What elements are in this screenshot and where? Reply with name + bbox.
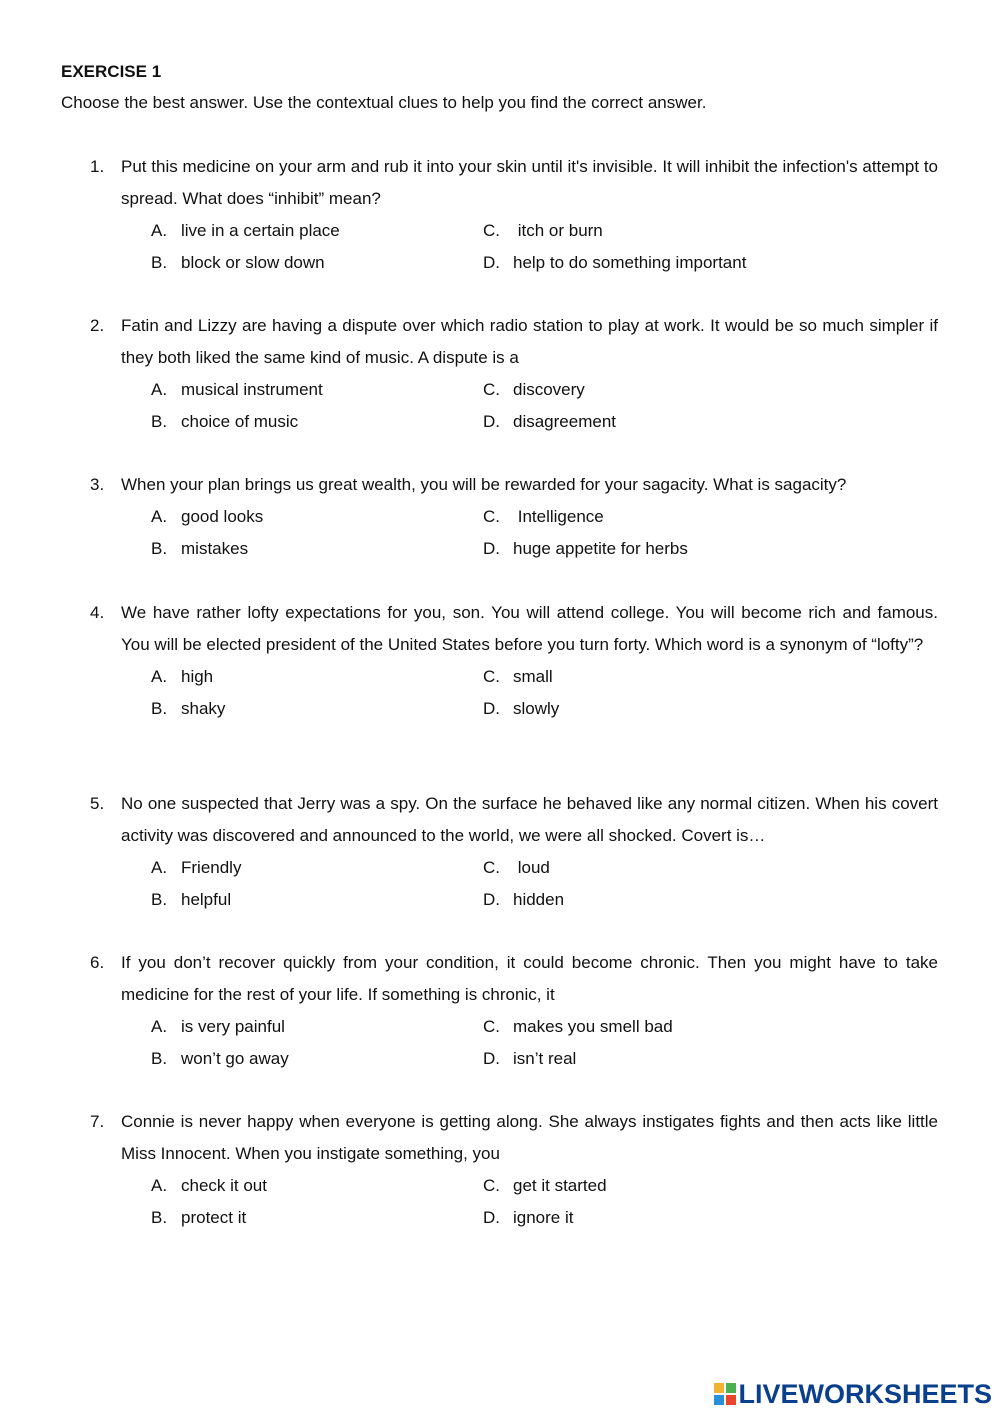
answer-options (90, 501, 938, 565)
option-text: good looks (181, 507, 264, 526)
option-letter: B. (151, 1208, 168, 1227)
question-1 (90, 151, 938, 279)
option-letter: B. (151, 890, 168, 909)
option-text: Intelligence (513, 507, 604, 526)
option-d[interactable] (483, 884, 564, 916)
option-text: Friendly (181, 858, 242, 877)
option-a[interactable] (151, 501, 263, 533)
option-text: disagreement (513, 412, 617, 431)
option-a[interactable] (151, 215, 340, 247)
option-letter: B. (151, 412, 168, 431)
option-c[interactable] (483, 852, 550, 884)
option-letter: A. (151, 667, 168, 686)
answer-options (90, 1170, 938, 1234)
option-text: check it out (181, 1176, 267, 1195)
question-number: 2. (90, 316, 105, 335)
option-c[interactable] (483, 1011, 673, 1043)
option-letter: C. (483, 507, 500, 526)
question-text: No one suspected that Jerry was a spy. On the surface he behaved like any normal citizen. When his covert activity was discovered and announced to the world, we were all shocked. Covert is… (121, 794, 938, 845)
option-letter: D. (483, 412, 500, 431)
question-7 (90, 1106, 938, 1234)
option-d[interactable] (483, 247, 746, 279)
option-c[interactable] (483, 661, 553, 693)
question-4 (90, 597, 938, 725)
option-c[interactable] (483, 501, 604, 533)
option-letter: C. (483, 667, 500, 686)
option-text: live in a certain place (181, 221, 340, 240)
answer-options (90, 852, 938, 916)
question-3 (90, 469, 938, 565)
option-letter: C. (483, 380, 500, 399)
option-letter: D. (483, 1208, 500, 1227)
option-text: won’t go away (181, 1049, 289, 1068)
answer-options (90, 374, 938, 438)
question-text: We have rather lofty expectations for you, son. You will attend college. You will become rich and famous. You will be elected president of the United States before you turn forty. Which word is a synonym of “lofty”? (121, 603, 938, 654)
option-text: shaky (181, 699, 226, 718)
option-text: is very painful (181, 1017, 285, 1036)
option-letter: D. (483, 253, 500, 272)
option-a[interactable] (151, 1011, 285, 1043)
option-d[interactable] (483, 693, 559, 725)
option-b[interactable] (151, 247, 325, 279)
option-text: isn’t real (513, 1049, 577, 1068)
question-number: 7. (90, 1112, 105, 1131)
liveworksheets-logo-icon (714, 1383, 736, 1405)
option-a[interactable] (151, 661, 213, 693)
option-letter: B. (151, 539, 168, 558)
option-letter: D. (483, 539, 500, 558)
option-letter: C. (483, 1176, 500, 1195)
option-d[interactable] (483, 1202, 573, 1234)
logo-text: LIVEWORKSHEETS (738, 1378, 992, 1409)
option-text: discovery (513, 380, 585, 399)
option-text: block or slow down (181, 253, 325, 272)
option-b[interactable] (151, 693, 225, 725)
option-letter: B. (151, 253, 168, 272)
option-d[interactable] (483, 406, 616, 438)
option-text: musical instrument (181, 380, 323, 399)
option-letter: B. (151, 699, 168, 718)
option-b[interactable] (151, 1202, 246, 1234)
option-letter: C. (483, 1017, 500, 1036)
instructions: Choose the best answer. Use the contextual clues to help you find the correct answer. (61, 93, 707, 112)
option-b[interactable] (151, 533, 248, 565)
option-a[interactable] (151, 852, 241, 884)
option-text: makes you smell bad (513, 1017, 673, 1036)
option-text: slowly (513, 699, 560, 718)
option-letter: D. (483, 890, 500, 909)
option-letter: A. (151, 1176, 168, 1195)
option-b[interactable] (151, 406, 298, 438)
option-letter: C. (483, 221, 500, 240)
option-c[interactable] (483, 215, 603, 247)
option-text: ignore it (513, 1208, 574, 1227)
question-number: 3. (90, 475, 105, 494)
option-c[interactable] (483, 374, 585, 406)
option-text: huge appetite for herbs (513, 539, 688, 558)
liveworksheets-logo (714, 1378, 992, 1410)
option-text: high (181, 667, 214, 686)
question-2 (90, 310, 938, 438)
question-text: Fatin and Lizzy are having a dispute over which radio station to play at work. It would be so much simpler if they both liked the same kind of music. A dispute is a (121, 316, 938, 367)
option-a[interactable] (151, 1170, 267, 1202)
question-text: When your plan brings us great wealth, you will be rewarded for your sagacity. What is sagacity? (121, 475, 847, 494)
question-number: 4. (90, 603, 105, 622)
question-text: Connie is never happy when everyone is getting along. She always instigates fights and then acts like little Miss Innocent. When you instigate something, you (121, 1112, 938, 1163)
question-number: 6. (90, 953, 105, 972)
option-text: protect it (181, 1208, 247, 1227)
option-letter: D. (483, 699, 500, 718)
option-text: choice of music (181, 412, 299, 431)
option-text: loud (513, 858, 550, 877)
question-number: 5. (90, 794, 105, 813)
option-d[interactable] (483, 1043, 576, 1075)
option-c[interactable] (483, 1170, 607, 1202)
option-a[interactable] (151, 374, 323, 406)
answer-options (90, 1011, 938, 1075)
option-letter: D. (483, 1049, 500, 1068)
option-text: helpful (181, 890, 232, 909)
answer-options (90, 215, 938, 279)
option-d[interactable] (483, 533, 688, 565)
option-b[interactable] (151, 1043, 289, 1075)
option-text: itch or burn (513, 221, 603, 240)
question-6 (90, 947, 938, 1075)
option-text: get it started (513, 1176, 607, 1195)
option-letter: B. (151, 1049, 168, 1068)
option-letter: C. (483, 858, 500, 877)
option-text: mistakes (181, 539, 249, 558)
question-text: If you don’t recover quickly from your condition, it could become chronic. Then you might have to take medicine for the rest of your life. If something is chronic, it (121, 953, 938, 1004)
question-5 (90, 788, 938, 916)
option-letter: A. (151, 380, 168, 399)
option-b[interactable] (151, 884, 231, 916)
question-number: 1. (90, 157, 105, 176)
option-text: hidden (513, 890, 565, 909)
question-text: Put this medicine on your arm and rub it into your skin until it's invisible. It will inhibit the infection's attempt to spread. What does “inhibit” mean? (121, 157, 938, 208)
option-text: small (513, 667, 553, 686)
option-letter: A. (151, 1017, 168, 1036)
option-letter: A. (151, 507, 168, 526)
exercise-title: EXERCISE 1 (61, 62, 162, 81)
option-text: help to do something important (513, 253, 747, 272)
option-letter: A. (151, 858, 168, 877)
option-letter: A. (151, 221, 168, 240)
answer-options (90, 661, 938, 725)
